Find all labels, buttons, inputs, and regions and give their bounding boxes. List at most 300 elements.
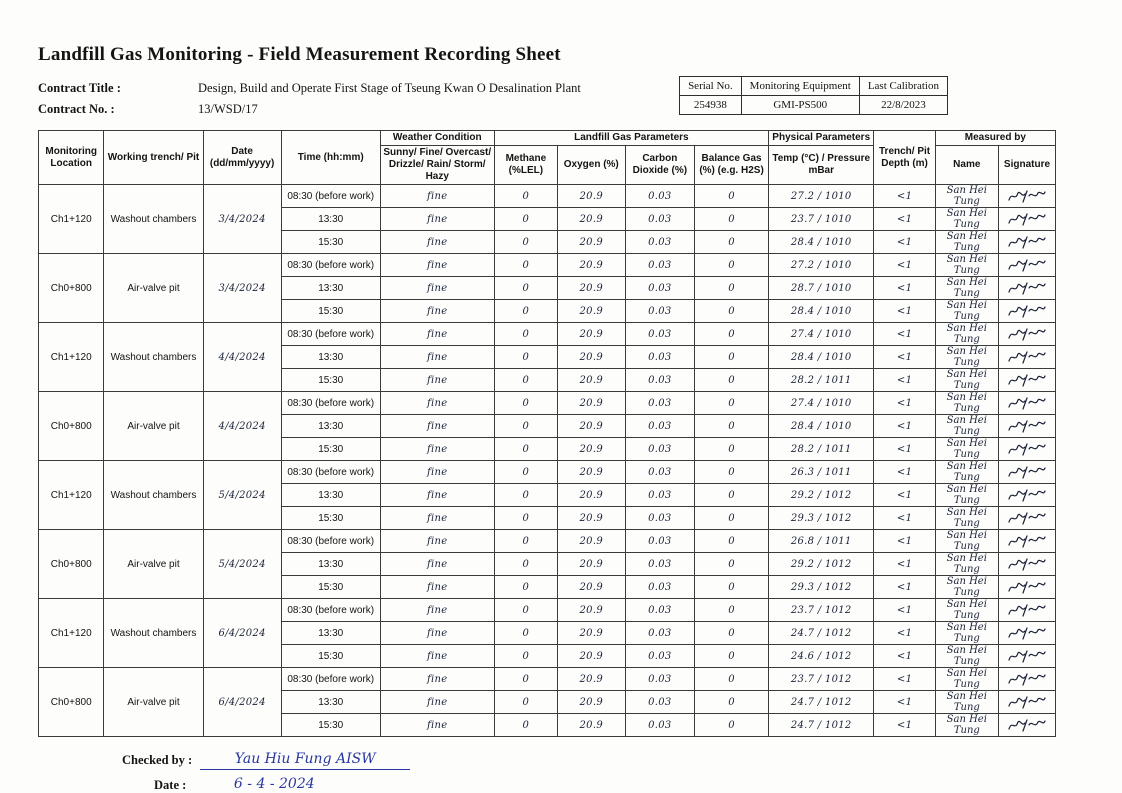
signature-scribble	[1007, 695, 1047, 710]
cell-balance: 0	[695, 231, 769, 254]
cell-depth: <1	[874, 599, 935, 622]
cell-signature	[998, 668, 1055, 691]
cell-date: 4/4/2024	[203, 392, 281, 461]
cell-oxygen: 20.9	[558, 231, 626, 254]
cell-oxygen: 20.9	[558, 392, 626, 415]
cell-depth: <1	[874, 507, 935, 530]
cell-time: 13:30	[281, 484, 380, 507]
header-working-trench: Working trench/ Pit	[104, 131, 203, 185]
cell-time: 13:30	[281, 553, 380, 576]
cell-balance: 0	[695, 392, 769, 415]
cell-trench: Washout chambers	[104, 461, 203, 530]
cell-temp-pressure: 28.7 / 1010	[768, 277, 873, 300]
cell-weather: fine	[380, 530, 494, 553]
cell-depth: <1	[874, 231, 935, 254]
cell-name: San Hei Tung	[935, 714, 998, 737]
header-depth: Trench/ Pit Depth (m)	[874, 131, 935, 185]
cell-trench: Washout chambers	[104, 599, 203, 668]
cell-name: San Hei Tung	[935, 484, 998, 507]
cell-balance: 0	[695, 507, 769, 530]
cell-signature	[998, 438, 1055, 461]
cell-oxygen: 20.9	[558, 254, 626, 277]
signature-scribble	[1007, 534, 1047, 549]
cell-trench: Air-valve pit	[104, 392, 203, 461]
signature-scribble	[1007, 718, 1047, 733]
cell-methane: 0	[494, 369, 557, 392]
signature-scribble	[1007, 304, 1047, 319]
cell-weather: fine	[380, 392, 494, 415]
cell-weather: fine	[380, 346, 494, 369]
cell-co2: 0.03	[625, 553, 695, 576]
cell-location: Ch1+120	[39, 323, 104, 392]
readings-body	[39, 185, 1056, 737]
cell-time: 15:30	[281, 300, 380, 323]
cell-temp-pressure: 28.4 / 1010	[768, 346, 873, 369]
cell-temp-pressure: 24.6 / 1012	[768, 645, 873, 668]
cell-location: Ch1+120	[39, 461, 104, 530]
header-gas-group: Landfill Gas Parameters	[494, 131, 768, 146]
cell-weather: fine	[380, 231, 494, 254]
cell-signature	[998, 369, 1055, 392]
cell-methane: 0	[494, 185, 557, 208]
cell-depth: <1	[874, 369, 935, 392]
cell-name: San Hei Tung	[935, 208, 998, 231]
cell-oxygen: 20.9	[558, 461, 626, 484]
cell-weather: fine	[380, 645, 494, 668]
equipment-serial-header: Serial No.	[680, 77, 742, 96]
cell-depth: <1	[874, 277, 935, 300]
table-row	[39, 254, 1056, 277]
cell-methane: 0	[494, 461, 557, 484]
cell-location: Ch0+800	[39, 530, 104, 599]
cell-methane: 0	[494, 254, 557, 277]
contract-title-label: Contract Title :	[38, 81, 121, 95]
cell-name: San Hei Tung	[935, 185, 998, 208]
cell-time: 15:30	[281, 714, 380, 737]
cell-trench: Washout chambers	[104, 323, 203, 392]
cell-oxygen: 20.9	[558, 346, 626, 369]
cell-co2: 0.03	[625, 277, 695, 300]
cell-temp-pressure: 27.4 / 1010	[768, 392, 873, 415]
cell-methane: 0	[494, 714, 557, 737]
cell-depth: <1	[874, 645, 935, 668]
cell-weather: fine	[380, 576, 494, 599]
cell-balance: 0	[695, 691, 769, 714]
signature-scribble	[1007, 603, 1047, 618]
signature-scribble	[1007, 465, 1047, 480]
cell-temp-pressure: 28.4 / 1010	[768, 415, 873, 438]
cell-depth: <1	[874, 622, 935, 645]
cell-methane: 0	[494, 323, 557, 346]
cell-methane: 0	[494, 346, 557, 369]
cell-location: Ch0+800	[39, 392, 104, 461]
cell-depth: <1	[874, 300, 935, 323]
cell-depth: <1	[874, 691, 935, 714]
cell-trench: Washout chambers	[104, 185, 203, 254]
cell-weather: fine	[380, 438, 494, 461]
cell-temp-pressure: 28.2 / 1011	[768, 369, 873, 392]
cell-name: San Hei Tung	[935, 254, 998, 277]
cell-oxygen: 20.9	[558, 208, 626, 231]
cell-methane: 0	[494, 507, 557, 530]
cell-temp-pressure: 29.3 / 1012	[768, 576, 873, 599]
cell-signature	[998, 185, 1055, 208]
signature-scribble	[1007, 511, 1047, 526]
cell-temp-pressure: 24.7 / 1012	[768, 622, 873, 645]
cell-time: 13:30	[281, 622, 380, 645]
cell-time: 13:30	[281, 415, 380, 438]
cell-methane: 0	[494, 622, 557, 645]
cell-methane: 0	[494, 599, 557, 622]
cell-balance: 0	[695, 599, 769, 622]
cell-balance: 0	[695, 530, 769, 553]
cell-balance: 0	[695, 300, 769, 323]
header-monitoring-location: Monitoring Location	[39, 131, 104, 185]
cell-oxygen: 20.9	[558, 622, 626, 645]
cell-trench: Air-valve pit	[104, 530, 203, 599]
cell-time: 13:30	[281, 346, 380, 369]
cell-balance: 0	[695, 668, 769, 691]
cell-methane: 0	[494, 553, 557, 576]
cell-name: San Hei Tung	[935, 599, 998, 622]
table-row	[39, 461, 1056, 484]
cell-time: 15:30	[281, 438, 380, 461]
cell-weather: fine	[380, 461, 494, 484]
cell-signature	[998, 300, 1055, 323]
cell-name: San Hei Tung	[935, 530, 998, 553]
cell-temp-pressure: 24.7 / 1012	[768, 714, 873, 737]
cell-oxygen: 20.9	[558, 415, 626, 438]
cell-time: 08:30 (before work)	[281, 599, 380, 622]
cell-balance: 0	[695, 415, 769, 438]
cell-time: 13:30	[281, 277, 380, 300]
cell-co2: 0.03	[625, 300, 695, 323]
table-row	[39, 530, 1056, 553]
cell-signature	[998, 507, 1055, 530]
cell-weather: fine	[380, 714, 494, 737]
cell-balance: 0	[695, 369, 769, 392]
header-oxygen: Oxygen (%)	[558, 146, 626, 185]
header-physical-group: Physical Parameters	[768, 131, 873, 146]
cell-time: 08:30 (before work)	[281, 185, 380, 208]
cell-methane: 0	[494, 484, 557, 507]
cell-depth: <1	[874, 530, 935, 553]
cell-signature	[998, 254, 1055, 277]
readings-table	[38, 130, 1056, 737]
cell-methane: 0	[494, 576, 557, 599]
cell-oxygen: 20.9	[558, 277, 626, 300]
cell-date: 5/4/2024	[203, 461, 281, 530]
cell-name: San Hei Tung	[935, 392, 998, 415]
cell-time: 15:30	[281, 645, 380, 668]
equipment-calibration-header: Last Calibration	[859, 77, 947, 96]
cell-oxygen: 20.9	[558, 714, 626, 737]
cell-methane: 0	[494, 208, 557, 231]
cell-methane: 0	[494, 231, 557, 254]
equipment-name-value: GMI-PS500	[741, 96, 859, 115]
cell-signature	[998, 622, 1055, 645]
signature-scribble	[1007, 396, 1047, 411]
cell-signature	[998, 415, 1055, 438]
cell-name: San Hei Tung	[935, 438, 998, 461]
signature-scribble	[1007, 442, 1047, 457]
signature-scribble	[1007, 672, 1047, 687]
equipment-name-header: Monitoring Equipment	[741, 77, 859, 96]
cell-co2: 0.03	[625, 346, 695, 369]
cell-temp-pressure: 24.7 / 1012	[768, 691, 873, 714]
cell-weather: fine	[380, 668, 494, 691]
cell-balance: 0	[695, 185, 769, 208]
contract-block	[38, 78, 1088, 120]
cell-depth: <1	[874, 208, 935, 231]
cell-signature	[998, 553, 1055, 576]
cell-name: San Hei Tung	[935, 415, 998, 438]
cell-co2: 0.03	[625, 714, 695, 737]
cell-signature	[998, 599, 1055, 622]
checked-by-row	[122, 749, 1088, 770]
cell-depth: <1	[874, 392, 935, 415]
cell-location: Ch0+800	[39, 668, 104, 737]
cell-co2: 0.03	[625, 599, 695, 622]
header-co2: Carbon Dioxide (%)	[625, 146, 695, 185]
cell-depth: <1	[874, 576, 935, 599]
cell-weather: fine	[380, 507, 494, 530]
checked-by-label: Checked by :	[122, 753, 193, 767]
cell-signature	[998, 208, 1055, 231]
cell-oxygen: 20.9	[558, 668, 626, 691]
equipment-table	[679, 76, 948, 115]
cell-temp-pressure: 28.4 / 1010	[768, 300, 873, 323]
cell-weather: fine	[380, 185, 494, 208]
cell-methane: 0	[494, 530, 557, 553]
cell-co2: 0.03	[625, 323, 695, 346]
cell-weather: fine	[380, 622, 494, 645]
cell-time: 08:30 (before work)	[281, 530, 380, 553]
cell-methane: 0	[494, 691, 557, 714]
cell-name: San Hei Tung	[935, 691, 998, 714]
table-row	[39, 668, 1056, 691]
cell-location: Ch0+800	[39, 254, 104, 323]
cell-time: 13:30	[281, 691, 380, 714]
signature-scribble	[1007, 626, 1047, 641]
contract-no-label: Contract No. :	[38, 102, 115, 116]
cell-oxygen: 20.9	[558, 530, 626, 553]
cell-depth: <1	[874, 438, 935, 461]
cell-temp-pressure: 28.2 / 1011	[768, 438, 873, 461]
cell-time: 15:30	[281, 507, 380, 530]
cell-temp-pressure: 27.4 / 1010	[768, 323, 873, 346]
cell-depth: <1	[874, 714, 935, 737]
cell-time: 08:30 (before work)	[281, 461, 380, 484]
cell-date: 3/4/2024	[203, 185, 281, 254]
cell-depth: <1	[874, 254, 935, 277]
cell-depth: <1	[874, 484, 935, 507]
header-date: Date (dd/mm/yyyy)	[203, 131, 281, 185]
cell-oxygen: 20.9	[558, 484, 626, 507]
cell-signature	[998, 346, 1055, 369]
checked-by-value: Yau Hiu Fung AISW	[200, 749, 410, 770]
cell-oxygen: 20.9	[558, 576, 626, 599]
header-weather-sub: Sunny/ Fine/ Overcast/ Drizzle/ Rain/ Storm/ Hazy	[380, 146, 494, 185]
cell-signature	[998, 231, 1055, 254]
cell-balance: 0	[695, 461, 769, 484]
cell-signature	[998, 576, 1055, 599]
signature-scribble	[1007, 212, 1047, 227]
cell-name: San Hei Tung	[935, 300, 998, 323]
cell-co2: 0.03	[625, 691, 695, 714]
cell-time: 15:30	[281, 369, 380, 392]
cell-signature	[998, 461, 1055, 484]
cell-trench: Air-valve pit	[104, 254, 203, 323]
cell-oxygen: 20.9	[558, 323, 626, 346]
cell-signature	[998, 323, 1055, 346]
cell-oxygen: 20.9	[558, 438, 626, 461]
checked-date-value: 6 - 4 - 2024	[194, 774, 354, 793]
cell-co2: 0.03	[625, 668, 695, 691]
cell-time: 15:30	[281, 231, 380, 254]
cell-temp-pressure: 29.2 / 1012	[768, 553, 873, 576]
table-row	[39, 185, 1056, 208]
cell-co2: 0.03	[625, 392, 695, 415]
cell-methane: 0	[494, 668, 557, 691]
header-balance-gas: Balance Gas (%) (e.g. H2S)	[695, 146, 769, 185]
footer-block	[122, 749, 1088, 793]
signature-scribble	[1007, 258, 1047, 273]
cell-signature	[998, 691, 1055, 714]
cell-time: 08:30 (before work)	[281, 392, 380, 415]
signature-scribble	[1007, 580, 1047, 595]
cell-location: Ch1+120	[39, 599, 104, 668]
equipment-value-row	[680, 96, 948, 115]
cell-methane: 0	[494, 438, 557, 461]
cell-time: 13:30	[281, 208, 380, 231]
cell-balance: 0	[695, 714, 769, 737]
cell-weather: fine	[380, 254, 494, 277]
cell-name: San Hei Tung	[935, 507, 998, 530]
cell-methane: 0	[494, 277, 557, 300]
cell-depth: <1	[874, 668, 935, 691]
cell-signature	[998, 714, 1055, 737]
header-signature: Signature	[998, 146, 1055, 185]
cell-weather: fine	[380, 599, 494, 622]
cell-weather: fine	[380, 369, 494, 392]
header-name: Name	[935, 146, 998, 185]
cell-depth: <1	[874, 346, 935, 369]
cell-co2: 0.03	[625, 254, 695, 277]
checked-date-label: Date :	[154, 778, 187, 792]
cell-methane: 0	[494, 300, 557, 323]
cell-name: San Hei Tung	[935, 668, 998, 691]
cell-co2: 0.03	[625, 208, 695, 231]
cell-temp-pressure: 23.7 / 1012	[768, 668, 873, 691]
table-row	[39, 392, 1056, 415]
cell-co2: 0.03	[625, 507, 695, 530]
cell-co2: 0.03	[625, 438, 695, 461]
cell-balance: 0	[695, 576, 769, 599]
header-temp-pressure: Temp (°C) / Pressure mBar	[768, 146, 873, 185]
signature-scribble	[1007, 649, 1047, 664]
cell-oxygen: 20.9	[558, 691, 626, 714]
cell-name: San Hei Tung	[935, 369, 998, 392]
cell-name: San Hei Tung	[935, 553, 998, 576]
cell-signature	[998, 530, 1055, 553]
cell-methane: 0	[494, 415, 557, 438]
cell-weather: fine	[380, 415, 494, 438]
cell-co2: 0.03	[625, 530, 695, 553]
signature-scribble	[1007, 419, 1047, 434]
cell-balance: 0	[695, 438, 769, 461]
cell-co2: 0.03	[625, 576, 695, 599]
cell-temp-pressure: 23.7 / 1012	[768, 599, 873, 622]
cell-temp-pressure: 29.3 / 1012	[768, 507, 873, 530]
header-methane: Methane (%LEL)	[494, 146, 557, 185]
cell-depth: <1	[874, 461, 935, 484]
header-measured-by: Measured by	[935, 131, 1055, 146]
cell-weather: fine	[380, 691, 494, 714]
header-time: Time (hh:mm)	[281, 131, 380, 185]
cell-depth: <1	[874, 185, 935, 208]
cell-weather: fine	[380, 484, 494, 507]
cell-time: 15:30	[281, 576, 380, 599]
cell-date: 5/4/2024	[203, 530, 281, 599]
signature-scribble	[1007, 189, 1047, 204]
readings-header	[39, 131, 1056, 185]
cell-co2: 0.03	[625, 415, 695, 438]
signature-scribble	[1007, 373, 1047, 388]
cell-time: 08:30 (before work)	[281, 254, 380, 277]
cell-oxygen: 20.9	[558, 369, 626, 392]
cell-temp-pressure: 23.7 / 1010	[768, 208, 873, 231]
cell-balance: 0	[695, 553, 769, 576]
cell-weather: fine	[380, 323, 494, 346]
cell-name: San Hei Tung	[935, 277, 998, 300]
cell-balance: 0	[695, 346, 769, 369]
contract-title-value: Design, Build and Operate First Stage of Tseung Kwan O Desalination Plant	[198, 81, 581, 95]
cell-time: 08:30 (before work)	[281, 668, 380, 691]
cell-balance: 0	[695, 323, 769, 346]
cell-date: 6/4/2024	[203, 668, 281, 737]
cell-temp-pressure: 27.2 / 1010	[768, 185, 873, 208]
equipment-header-row	[680, 77, 948, 96]
cell-signature	[998, 645, 1055, 668]
cell-co2: 0.03	[625, 369, 695, 392]
cell-weather: fine	[380, 553, 494, 576]
cell-location: Ch1+120	[39, 185, 104, 254]
signature-scribble	[1007, 557, 1047, 572]
cell-name: San Hei Tung	[935, 622, 998, 645]
table-row	[39, 323, 1056, 346]
signature-scribble	[1007, 350, 1047, 365]
cell-name: San Hei Tung	[935, 346, 998, 369]
cell-temp-pressure: 26.3 / 1011	[768, 461, 873, 484]
contract-no-value: 13/WSD/17	[198, 102, 258, 116]
cell-name: San Hei Tung	[935, 576, 998, 599]
cell-co2: 0.03	[625, 461, 695, 484]
cell-trench: Air-valve pit	[104, 668, 203, 737]
table-row	[39, 599, 1056, 622]
cell-oxygen: 20.9	[558, 599, 626, 622]
equipment-calibration-value: 22/8/2023	[859, 96, 947, 115]
cell-name: San Hei Tung	[935, 323, 998, 346]
cell-balance: 0	[695, 622, 769, 645]
cell-time: 08:30 (before work)	[281, 323, 380, 346]
cell-date: 4/4/2024	[203, 323, 281, 392]
cell-balance: 0	[695, 277, 769, 300]
checked-date-row	[154, 774, 1088, 793]
signature-scribble	[1007, 281, 1047, 296]
signature-scribble	[1007, 327, 1047, 342]
cell-co2: 0.03	[625, 231, 695, 254]
